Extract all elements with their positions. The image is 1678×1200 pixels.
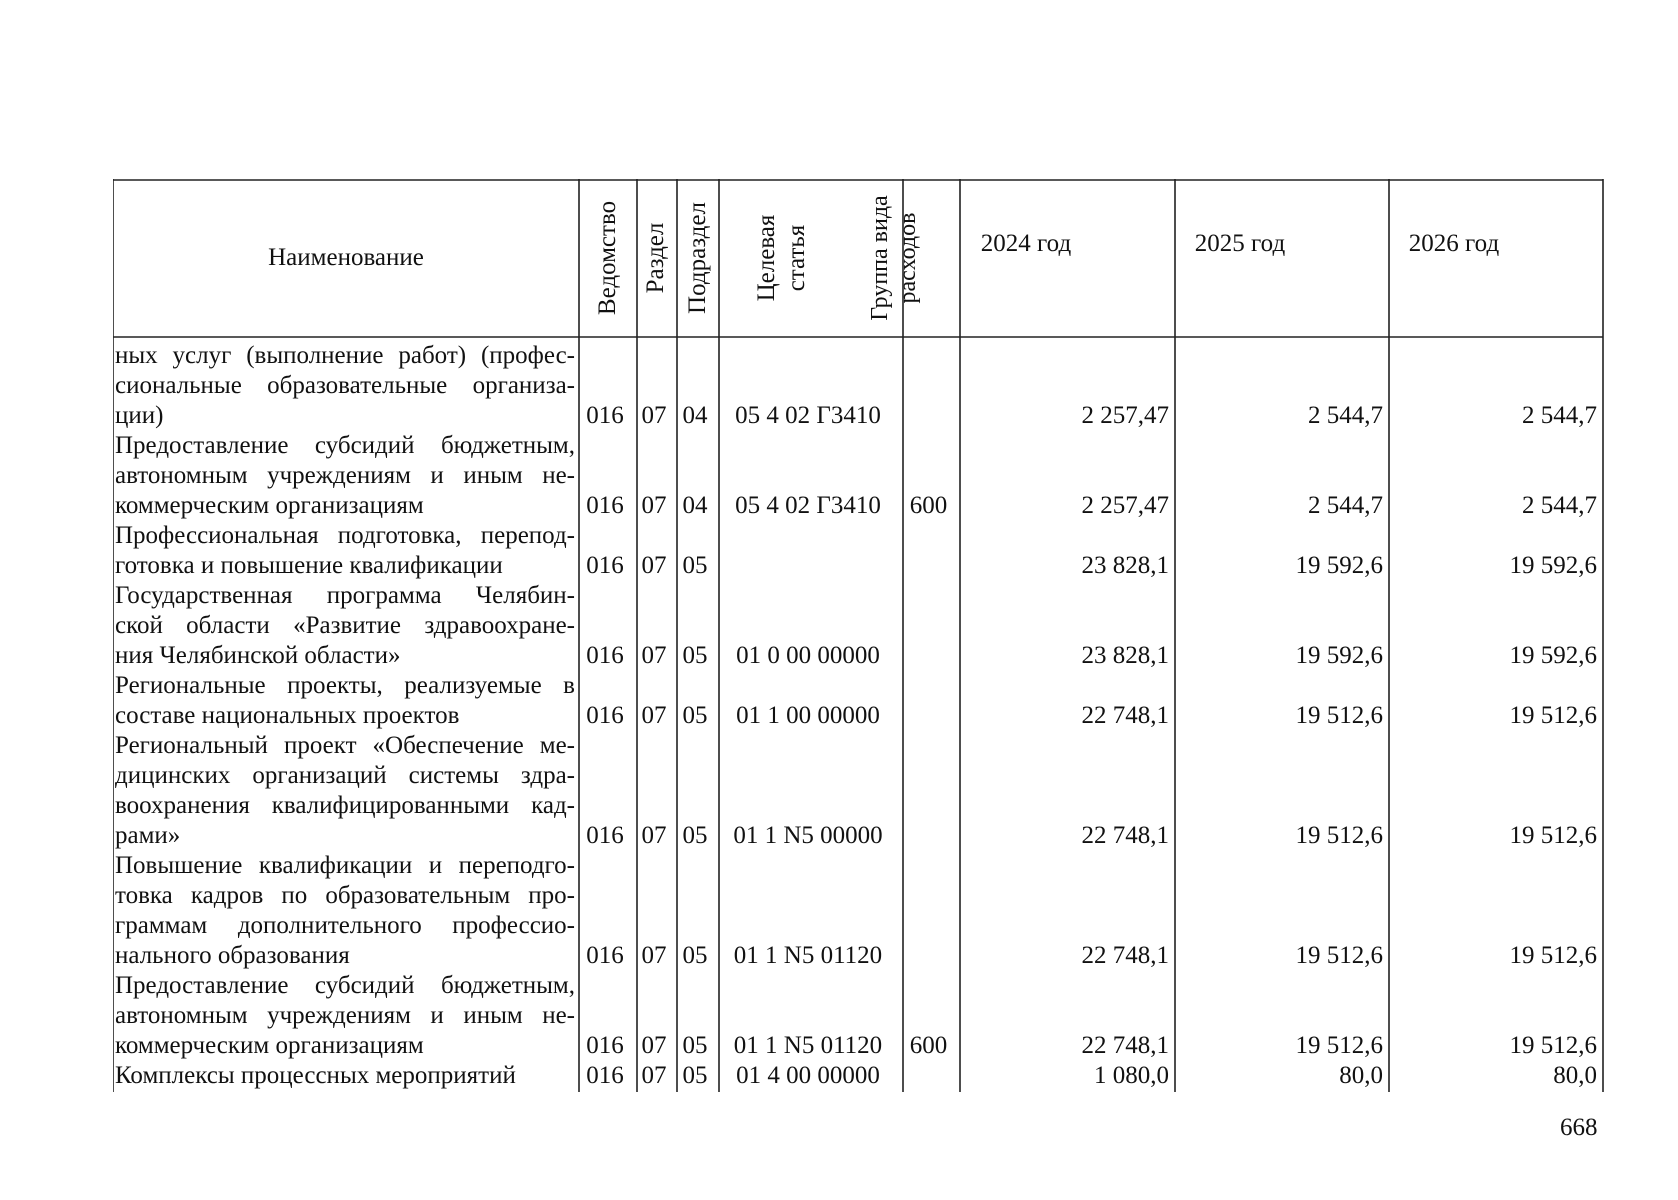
cell-name-line: ния Челябинской области» — [115, 642, 401, 669]
cell-2025: 19 512,6 — [1295, 702, 1383, 729]
cell-vedomstvo: 016 — [586, 822, 624, 849]
header-vedomstvo-text: Ведомство — [594, 200, 621, 316]
header-razdel-text: Раздел — [642, 222, 669, 294]
cell-2024: 22 748,1 — [1081, 822, 1169, 849]
cell-2026: 19 512,6 — [1509, 942, 1597, 969]
cell-razdel: 07 — [641, 702, 667, 729]
cell-name-line: готовка и повышение квалификации — [115, 552, 503, 579]
cell-name-line: ции) — [115, 402, 164, 429]
cell-2025: 19 592,6 — [1295, 552, 1383, 579]
cell-name-line: Комплексы процессных мероприятий — [115, 1062, 516, 1089]
header-2025: 2025 год — [1194, 230, 1286, 257]
cell-name — [115, 521, 575, 581]
cell-name — [115, 971, 575, 1061]
cell-2026: 2 544,7 — [1522, 402, 1597, 429]
cell-name-line: коммерческим организациям — [115, 492, 424, 519]
cell-2026: 2 544,7 — [1522, 492, 1597, 519]
cell-2025: 19 592,6 — [1295, 642, 1383, 669]
cell-celevaya-statya: 01 1 N5 01120 — [733, 942, 883, 969]
cell-2024: 2 257,47 — [1081, 402, 1169, 429]
cell-vedomstvo: 016 — [586, 402, 624, 429]
cell-name-line: граммам дополнительного профессио- — [115, 912, 575, 939]
cell-2025: 19 512,6 — [1295, 942, 1383, 969]
cell-vedomstvo: 016 — [586, 1062, 624, 1089]
header-podrazdel — [683, 202, 713, 314]
cell-name-line: Региональный проект «Обеспечение ме- — [115, 732, 575, 759]
header-vedomstvo — [593, 201, 623, 315]
cell-celevaya-statya: 01 1 N5 00000 — [733, 822, 883, 849]
cell-name-line: ных услуг (выполнение работ) (профес- — [115, 342, 575, 369]
cell-name — [115, 731, 575, 851]
header-podrazdel-text: Подраздел — [684, 202, 711, 314]
cell-2026: 19 512,6 — [1509, 702, 1597, 729]
cell-2026: 19 512,6 — [1509, 822, 1597, 849]
cell-celevaya-statya: 01 4 00 00000 — [736, 1062, 880, 1089]
cell-podrazdel: 05 — [682, 822, 708, 849]
cell-name-line: ской области «Развитие здравоохране- — [115, 612, 575, 639]
cell-2024: 22 748,1 — [1081, 942, 1169, 969]
cell-podrazdel: 05 — [682, 552, 708, 579]
cell-2026: 80,0 — [1553, 1062, 1597, 1089]
cell-2024: 23 828,1 — [1081, 552, 1169, 579]
cell-vedomstvo: 016 — [586, 642, 624, 669]
cell-name-line: Государственная программа Челябин- — [115, 582, 575, 609]
cell-name-line: воохранения квалифицированными кад- — [115, 792, 575, 819]
page-number: 668 — [1560, 1114, 1598, 1141]
cell-name-line: дицинских организаций системы здра- — [115, 762, 575, 789]
cell-name-line: рами» — [115, 822, 181, 849]
cell-name — [115, 581, 575, 671]
cell-vedomstvo: 016 — [586, 552, 624, 579]
header-gruppa-vida-rashodov — [866, 195, 922, 320]
cell-razdel: 07 — [641, 642, 667, 669]
cell-vedomstvo: 016 — [586, 942, 624, 969]
cell-celevaya-statya: 01 1 00 00000 — [736, 702, 880, 729]
cell-2024: 22 748,1 — [1081, 702, 1169, 729]
cell-name-line: коммерческим организациям — [115, 1032, 424, 1059]
cell-2025: 19 512,6 — [1295, 1032, 1383, 1059]
cell-vedomstvo: 016 — [586, 702, 624, 729]
cell-2024: 2 257,47 — [1081, 492, 1169, 519]
cell-gruppa: 600 — [909, 1032, 948, 1059]
cell-2026: 19 592,6 — [1509, 552, 1597, 579]
cell-razdel: 07 — [641, 1032, 667, 1059]
cell-name — [115, 341, 575, 431]
cell-celevaya-statya: 01 0 00 00000 — [736, 642, 880, 669]
cell-vedomstvo: 016 — [586, 492, 624, 519]
cell-name — [115, 851, 575, 971]
cell-name-line: составе национальных проектов — [115, 702, 460, 729]
cell-podrazdel: 04 — [682, 402, 708, 429]
cell-vedomstvo: 016 — [586, 1032, 624, 1059]
cell-name-line: Предоставление субсидий бюджетным, — [115, 972, 575, 999]
cell-name-line: Профессиональная подготовка, перепод- — [115, 522, 575, 549]
budget-table — [113, 179, 1605, 1092]
header-celevaya-statya — [752, 215, 812, 302]
cell-razdel: 07 — [641, 1062, 667, 1089]
header-celevaya-line1: Целевая — [753, 214, 780, 302]
cell-name — [115, 1061, 575, 1091]
cell-2025: 19 512,6 — [1295, 822, 1383, 849]
cell-name-line: Повышение квалификации и переподго- — [115, 852, 575, 879]
cell-podrazdel: 05 — [682, 1032, 708, 1059]
header-celevaya-line2: статья — [783, 224, 810, 292]
header-2026: 2026 год — [1408, 230, 1500, 257]
cell-name-line: автономным учреждениям и иным не- — [115, 1002, 575, 1029]
cell-razdel: 07 — [641, 552, 667, 579]
cell-podrazdel: 05 — [682, 1062, 708, 1089]
cell-celevaya-statya: 05 4 02 Г3410 — [735, 402, 881, 429]
cell-name — [115, 431, 575, 521]
cell-podrazdel: 05 — [682, 642, 708, 669]
cell-2025: 2 544,7 — [1308, 492, 1383, 519]
cell-podrazdel: 04 — [682, 492, 708, 519]
header-gruppa-line2: расходов — [895, 212, 921, 304]
cell-2025: 80,0 — [1339, 1062, 1383, 1089]
cell-razdel: 07 — [641, 942, 667, 969]
cell-2025: 2 544,7 — [1308, 402, 1383, 429]
cell-name-line: сиональные образовательные организа- — [115, 372, 575, 399]
cell-razdel: 07 — [641, 402, 667, 429]
cell-celevaya-statya: 01 1 N5 01120 — [733, 1032, 883, 1059]
cell-razdel: 07 — [641, 822, 667, 849]
header-razdel — [641, 223, 671, 294]
cell-name-line: автономным учреждениям и иным не- — [115, 462, 575, 489]
cell-razdel: 07 — [641, 492, 667, 519]
cell-name — [115, 671, 575, 731]
cell-2026: 19 512,6 — [1509, 1032, 1597, 1059]
cell-2024: 23 828,1 — [1081, 642, 1169, 669]
cell-2024: 22 748,1 — [1081, 1032, 1169, 1059]
header-2024: 2024 год — [980, 230, 1072, 257]
cell-name-line: нального образования — [115, 942, 350, 969]
cell-podrazdel: 05 — [682, 942, 708, 969]
header-name: Наименование — [268, 244, 424, 271]
cell-2026: 19 592,6 — [1509, 642, 1597, 669]
cell-podrazdel: 05 — [682, 702, 708, 729]
cell-2024: 1 080,0 — [1094, 1062, 1169, 1089]
cell-name-line: Региональные проекты, реализуемые в — [115, 672, 575, 699]
header-gruppa-line1: Группа вида — [867, 195, 893, 321]
cell-gruppa: 600 — [909, 492, 948, 519]
cell-name-line: товка кадров по образовательным про- — [115, 882, 575, 909]
cell-celevaya-statya: 05 4 02 Г3410 — [735, 492, 881, 519]
cell-name-line: Предоставление субсидий бюджетным, — [115, 432, 575, 459]
